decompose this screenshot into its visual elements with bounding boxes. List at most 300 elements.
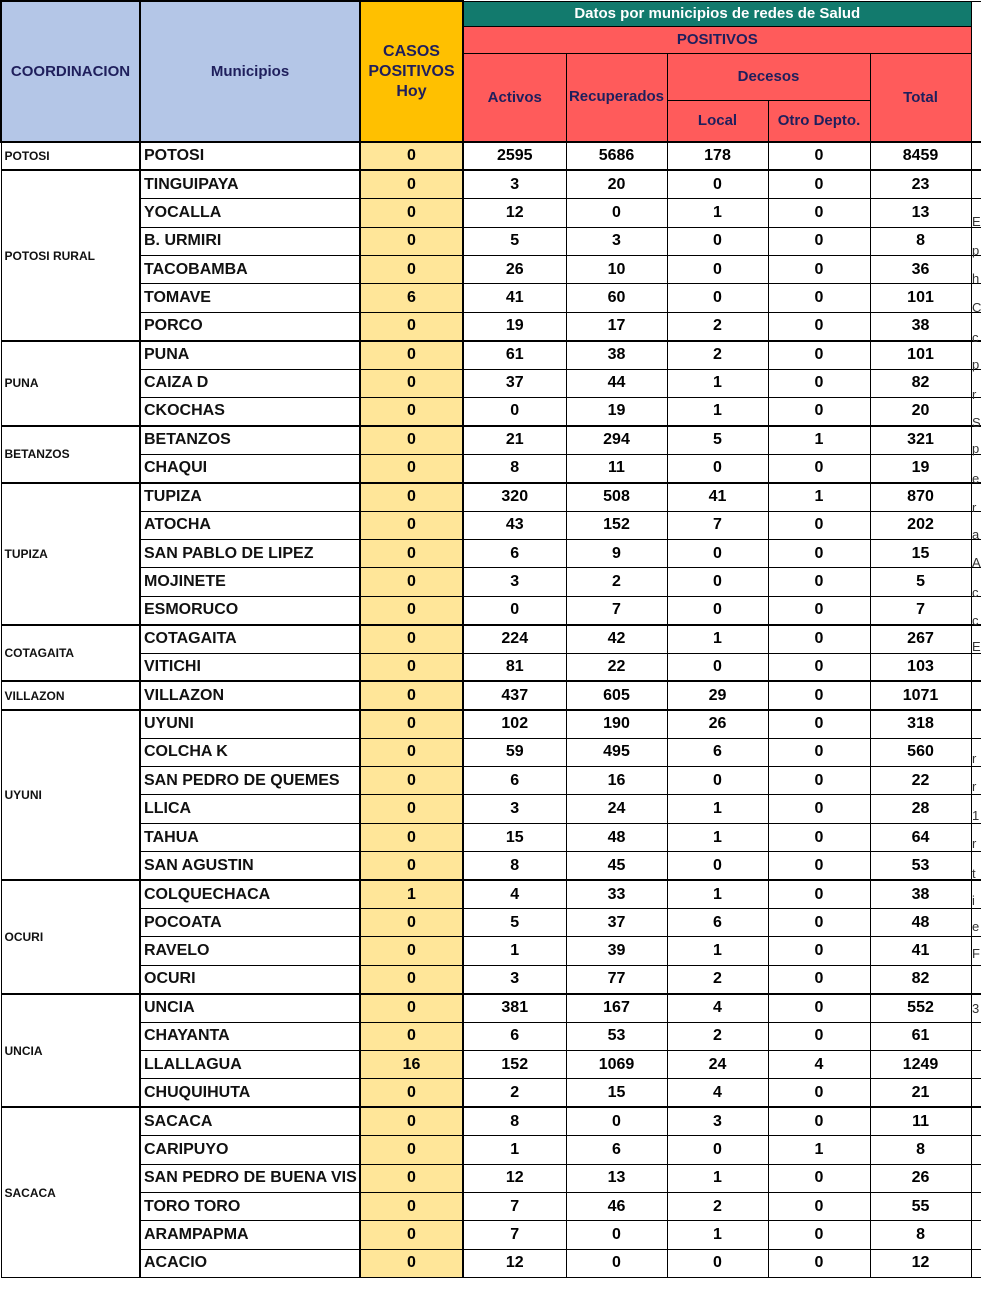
- municipio-cell: TACOBAMBA: [140, 256, 360, 284]
- activos-cell: 6: [463, 1022, 566, 1050]
- decesos-local-cell: 2: [667, 312, 768, 340]
- total-cell: 1071: [870, 681, 971, 709]
- decesos-local-cell: 1: [667, 625, 768, 653]
- municipio-cell: TUPIZA: [140, 483, 360, 511]
- row-edge-cell: [971, 653, 981, 681]
- recuperados-cell: 1069: [566, 1051, 667, 1079]
- decesos-otro-cell: 0: [768, 539, 870, 567]
- side-note-fragment: r: [972, 836, 977, 851]
- decesos-otro-cell: 0: [768, 795, 870, 823]
- casos-hoy-cell: 0: [360, 199, 463, 227]
- municipio-cell: VILLAZON: [140, 681, 360, 709]
- total-cell: 101: [870, 284, 971, 312]
- total-cell: 53: [870, 852, 971, 880]
- decesos-local-cell: 0: [667, 852, 768, 880]
- row-edge-cell: [971, 1051, 981, 1079]
- decesos-otro-cell: 0: [768, 852, 870, 880]
- table-row: [1, 511, 981, 539]
- municipio-cell: CHAQUI: [140, 454, 360, 482]
- municipio-cell: SAN PEDRO DE BUENA VIS: [140, 1164, 360, 1192]
- casos-hoy-cell: 0: [360, 539, 463, 567]
- side-note-fragment: E: [972, 639, 981, 654]
- recuperados-cell: 0: [566, 1221, 667, 1249]
- activos-cell: 3: [463, 795, 566, 823]
- municipio-cell: LLICA: [140, 795, 360, 823]
- table-row: [1, 426, 981, 454]
- table-row: [1, 170, 981, 198]
- recuperados-cell: 22: [566, 653, 667, 681]
- decesos-otro-cell: 4: [768, 1051, 870, 1079]
- recuperados-cell: 37: [566, 909, 667, 937]
- decesos-otro-cell: 0: [768, 937, 870, 965]
- decesos-local-cell: 1: [667, 1164, 768, 1192]
- municipio-cell: BETANZOS: [140, 426, 360, 454]
- casos-hoy-cell: 0: [360, 625, 463, 653]
- municipio-cell: TINGUIPAYA: [140, 170, 360, 198]
- casos-hoy-cell: 0: [360, 994, 463, 1022]
- casos-hoy-cell: 16: [360, 1051, 463, 1079]
- recuperados-cell: 6: [566, 1136, 667, 1164]
- activos-cell: 437: [463, 681, 566, 709]
- table-row: [1, 994, 981, 1022]
- decesos-local-cell: 7: [667, 511, 768, 539]
- header-edge: [971, 1, 981, 142]
- municipio-cell: ATOCHA: [140, 511, 360, 539]
- activos-cell: 102: [463, 710, 566, 738]
- table-row: [1, 398, 981, 426]
- recuperados-cell: 152: [566, 511, 667, 539]
- header-decesos: Decesos: [667, 53, 870, 100]
- decesos-local-cell: 5: [667, 426, 768, 454]
- recuperados-cell: 17: [566, 312, 667, 340]
- side-note-fragment: c: [972, 613, 979, 628]
- decesos-otro-cell: 0: [768, 256, 870, 284]
- decesos-local-cell: 0: [667, 170, 768, 198]
- total-cell: 5: [870, 568, 971, 596]
- recuperados-cell: 42: [566, 625, 667, 653]
- activos-cell: 3: [463, 965, 566, 993]
- casos-hoy-cell: 0: [360, 1079, 463, 1107]
- municipio-cell: TORO TORO: [140, 1192, 360, 1220]
- decesos-otro-cell: 0: [768, 596, 870, 624]
- side-note-fragment: E: [972, 214, 981, 229]
- total-cell: 38: [870, 880, 971, 908]
- table-row: [1, 199, 981, 227]
- casos-hoy-cell: 0: [360, 1164, 463, 1192]
- municipio-cell: TOMAVE: [140, 284, 360, 312]
- decesos-otro-cell: 0: [768, 511, 870, 539]
- row-edge-cell: [971, 710, 981, 738]
- side-note-fragment: r: [972, 387, 977, 402]
- casos-hoy-cell: 0: [360, 1136, 463, 1164]
- table-row: [1, 284, 981, 312]
- decesos-local-cell: 26: [667, 710, 768, 738]
- coordinacion-cell: POTOSI: [1, 142, 140, 170]
- total-cell: 8: [870, 1221, 971, 1249]
- side-note-fragment: r: [972, 779, 977, 794]
- municipio-cell: SAN PEDRO DE QUEMES: [140, 767, 360, 795]
- table-row: [1, 142, 981, 170]
- decesos-local-cell: 0: [667, 284, 768, 312]
- header-activos: Activos: [463, 53, 566, 142]
- decesos-local-cell: 6: [667, 738, 768, 766]
- municipio-cell: YOCALLA: [140, 199, 360, 227]
- activos-cell: 6: [463, 539, 566, 567]
- table-row: [1, 1079, 981, 1107]
- activos-cell: 81: [463, 653, 566, 681]
- decesos-otro-cell: 0: [768, 823, 870, 851]
- total-cell: 202: [870, 511, 971, 539]
- table-row: [1, 625, 981, 653]
- table-row: [1, 653, 981, 681]
- table-row: [1, 681, 981, 709]
- decesos-otro-cell: 1: [768, 1136, 870, 1164]
- recuperados-cell: 0: [566, 1107, 667, 1135]
- recuperados-cell: 495: [566, 738, 667, 766]
- activos-cell: 3: [463, 568, 566, 596]
- municipio-cell: RAVELO: [140, 937, 360, 965]
- municipio-cell: TAHUA: [140, 823, 360, 851]
- table-row: [1, 738, 981, 766]
- total-cell: 560: [870, 738, 971, 766]
- activos-cell: 12: [463, 199, 566, 227]
- activos-cell: 37: [463, 369, 566, 397]
- casos-hoy-cell: 0: [360, 738, 463, 766]
- decesos-local-cell: 0: [667, 454, 768, 482]
- coordinacion-cell: POTOSI RURAL: [1, 170, 140, 340]
- coordinacion-cell: OCURI: [1, 880, 140, 994]
- coordinacion-cell: VILLAZON: [1, 681, 140, 709]
- recuperados-cell: 19: [566, 398, 667, 426]
- casos-hoy-cell: 0: [360, 369, 463, 397]
- row-edge-cell: [971, 1107, 981, 1135]
- casos-hoy-cell: 0: [360, 142, 463, 170]
- activos-cell: 61: [463, 341, 566, 369]
- recuperados-cell: 44: [566, 369, 667, 397]
- table-row: [1, 1051, 981, 1079]
- municipio-cell: POCOATA: [140, 909, 360, 937]
- table-row: [1, 852, 981, 880]
- recuperados-cell: 39: [566, 937, 667, 965]
- decesos-otro-cell: 0: [768, 568, 870, 596]
- decesos-otro-cell: 0: [768, 398, 870, 426]
- total-cell: 28: [870, 795, 971, 823]
- recuperados-cell: 24: [566, 795, 667, 823]
- municipio-cell: PUNA: [140, 341, 360, 369]
- recuperados-cell: 5686: [566, 142, 667, 170]
- municipio-cell: SACACA: [140, 1107, 360, 1135]
- recuperados-cell: 11: [566, 454, 667, 482]
- decesos-otro-cell: 0: [768, 227, 870, 255]
- decesos-otro-cell: 1: [768, 426, 870, 454]
- decesos-local-cell: 29: [667, 681, 768, 709]
- municipio-cell: PORCO: [140, 312, 360, 340]
- casos-hoy-cell: 1: [360, 880, 463, 908]
- decesos-otro-cell: 0: [768, 1192, 870, 1220]
- table-row: [1, 1249, 981, 1277]
- casos-hoy-cell: 0: [360, 483, 463, 511]
- municipio-cell: POTOSI: [140, 142, 360, 170]
- total-cell: 103: [870, 653, 971, 681]
- total-cell: 82: [870, 965, 971, 993]
- total-cell: 7: [870, 596, 971, 624]
- side-note-fragment: a: [972, 527, 980, 542]
- municipio-cell: ESMORUCO: [140, 596, 360, 624]
- decesos-otro-cell: 0: [768, 710, 870, 738]
- decesos-local-cell: 1: [667, 795, 768, 823]
- casos-hoy-cell: 0: [360, 823, 463, 851]
- table-row: [1, 1107, 981, 1135]
- decesos-local-cell: 1: [667, 369, 768, 397]
- decesos-otro-cell: 0: [768, 738, 870, 766]
- decesos-otro-cell: 0: [768, 284, 870, 312]
- activos-cell: 0: [463, 398, 566, 426]
- municipio-cell: COTAGAITA: [140, 625, 360, 653]
- total-cell: 64: [870, 823, 971, 851]
- activos-cell: 2595: [463, 142, 566, 170]
- activos-cell: 1: [463, 1136, 566, 1164]
- total-cell: 82: [870, 369, 971, 397]
- header-municipios: Municipios: [140, 1, 360, 142]
- header-local: Local: [667, 100, 768, 142]
- header-coordinacion: COORDINACION: [1, 1, 140, 142]
- recuperados-cell: 10: [566, 256, 667, 284]
- municipio-cell: CAIZA D: [140, 369, 360, 397]
- casos-hoy-cell: 0: [360, 256, 463, 284]
- row-edge-cell: [971, 1079, 981, 1107]
- side-note-fragment: p: [972, 441, 980, 456]
- table-row: [1, 710, 981, 738]
- decesos-otro-cell: 0: [768, 653, 870, 681]
- header-top-title: Datos por municipios de redes de Salud: [463, 1, 971, 26]
- total-cell: 267: [870, 625, 971, 653]
- side-note-fragment: t: [972, 866, 976, 881]
- casos-hoy-cell: 0: [360, 170, 463, 198]
- total-cell: 19: [870, 454, 971, 482]
- casos-hoy-cell: 0: [360, 1022, 463, 1050]
- activos-cell: 6: [463, 767, 566, 795]
- side-note-fragment: 3: [972, 1001, 980, 1016]
- decesos-otro-cell: 0: [768, 1249, 870, 1277]
- row-edge-cell: [971, 1136, 981, 1164]
- municipio-cell: OCURI: [140, 965, 360, 993]
- casos-hoy-cell: 6: [360, 284, 463, 312]
- decesos-local-cell: 0: [667, 227, 768, 255]
- activos-cell: 4: [463, 880, 566, 908]
- table-row: [1, 341, 981, 369]
- activos-cell: 26: [463, 256, 566, 284]
- table-row: [1, 1221, 981, 1249]
- header-positivos: POSITIVOS: [463, 26, 971, 53]
- recuperados-cell: 0: [566, 1249, 667, 1277]
- recuperados-cell: 605: [566, 681, 667, 709]
- recuperados-cell: 0: [566, 199, 667, 227]
- recuperados-cell: 508: [566, 483, 667, 511]
- activos-cell: 19: [463, 312, 566, 340]
- row-edge-cell: [971, 1249, 981, 1277]
- row-edge-cell: [971, 1022, 981, 1050]
- decesos-otro-cell: 0: [768, 994, 870, 1022]
- row-edge-cell: [971, 681, 981, 709]
- total-cell: 1249: [870, 1051, 971, 1079]
- municipio-cell: CARIPUYO: [140, 1136, 360, 1164]
- total-cell: 21: [870, 1079, 971, 1107]
- casos-hoy-cell: 0: [360, 227, 463, 255]
- recuperados-cell: 3: [566, 227, 667, 255]
- decesos-otro-cell: 0: [768, 142, 870, 170]
- decesos-local-cell: 2: [667, 965, 768, 993]
- activos-cell: 3: [463, 170, 566, 198]
- decesos-local-cell: 1: [667, 823, 768, 851]
- decesos-otro-cell: 0: [768, 1022, 870, 1050]
- casos-hoy-cell: 0: [360, 852, 463, 880]
- decesos-otro-cell: 0: [768, 880, 870, 908]
- decesos-otro-cell: 1: [768, 483, 870, 511]
- casos-hoy-cell: 0: [360, 312, 463, 340]
- casos-hoy-cell: 0: [360, 596, 463, 624]
- casos-hoy-cell: 0: [360, 1249, 463, 1277]
- side-note-fragment: p: [972, 357, 980, 372]
- decesos-otro-cell: 0: [768, 312, 870, 340]
- recuperados-cell: 46: [566, 1192, 667, 1220]
- municipio-cell: VITICHI: [140, 653, 360, 681]
- activos-cell: 7: [463, 1221, 566, 1249]
- decesos-otro-cell: 0: [768, 1079, 870, 1107]
- decesos-local-cell: 1: [667, 880, 768, 908]
- casos-hoy-cell: 0: [360, 909, 463, 937]
- decesos-local-cell: 0: [667, 653, 768, 681]
- municipio-cell: B. URMIRI: [140, 227, 360, 255]
- side-note-fragment: h: [972, 271, 980, 286]
- side-note-fragment: e: [972, 919, 980, 934]
- side-note-fragment: r: [972, 500, 977, 515]
- casos-hoy-cell: 0: [360, 767, 463, 795]
- casos-hoy-cell: 0: [360, 965, 463, 993]
- decesos-local-cell: 1: [667, 398, 768, 426]
- decesos-local-cell: 2: [667, 1192, 768, 1220]
- side-note-fragment: p: [972, 243, 980, 258]
- decesos-local-cell: 24: [667, 1051, 768, 1079]
- table-row: [1, 227, 981, 255]
- recuperados-cell: 45: [566, 852, 667, 880]
- row-edge-cell: [971, 965, 981, 993]
- decesos-otro-cell: 0: [768, 965, 870, 993]
- activos-cell: 1: [463, 937, 566, 965]
- recuperados-cell: 48: [566, 823, 667, 851]
- total-cell: 8: [870, 227, 971, 255]
- table-row: [1, 1136, 981, 1164]
- activos-cell: 12: [463, 1249, 566, 1277]
- municipio-cell: CHUQUIHUTA: [140, 1079, 360, 1107]
- activos-cell: 8: [463, 1107, 566, 1135]
- recuperados-cell: 77: [566, 965, 667, 993]
- decesos-otro-cell: 0: [768, 199, 870, 227]
- decesos-local-cell: 3: [667, 1107, 768, 1135]
- municipio-cell: ACACIO: [140, 1249, 360, 1277]
- municipio-cell: COLQUECHACA: [140, 880, 360, 908]
- table-row: [1, 454, 981, 482]
- activos-cell: 8: [463, 454, 566, 482]
- decesos-otro-cell: 0: [768, 767, 870, 795]
- coordinacion-cell: UYUNI: [1, 710, 140, 880]
- table-row: [1, 965, 981, 993]
- decesos-otro-cell: 0: [768, 1221, 870, 1249]
- activos-cell: 7: [463, 1192, 566, 1220]
- header-total: Total: [870, 53, 971, 142]
- casos-hoy-cell: 0: [360, 681, 463, 709]
- table-row: [1, 596, 981, 624]
- side-note-fragment: i: [972, 893, 975, 908]
- decesos-otro-cell: 0: [768, 454, 870, 482]
- activos-cell: 12: [463, 1164, 566, 1192]
- recuperados-cell: 15: [566, 1079, 667, 1107]
- decesos-otro-cell: 0: [768, 625, 870, 653]
- coordinacion-cell: TUPIZA: [1, 483, 140, 625]
- total-cell: 26: [870, 1164, 971, 1192]
- total-cell: 38: [870, 312, 971, 340]
- table-row: [1, 823, 981, 851]
- table-row: [1, 483, 981, 511]
- municipio-cell: CHAYANTA: [140, 1022, 360, 1050]
- decesos-otro-cell: 0: [768, 369, 870, 397]
- decesos-local-cell: 41: [667, 483, 768, 511]
- casos-hoy-cell: 0: [360, 341, 463, 369]
- table-row: [1, 568, 981, 596]
- casos-hoy-cell: 0: [360, 1221, 463, 1249]
- side-note-fragment: S: [972, 415, 981, 430]
- table-row: [1, 312, 981, 340]
- activos-cell: 8: [463, 852, 566, 880]
- table-row: [1, 909, 981, 937]
- decesos-otro-cell: 0: [768, 681, 870, 709]
- table-row: [1, 795, 981, 823]
- side-note-fragment: C: [972, 300, 981, 315]
- decesos-otro-cell: 0: [768, 909, 870, 937]
- table-row: [1, 1022, 981, 1050]
- decesos-local-cell: 178: [667, 142, 768, 170]
- activos-cell: 381: [463, 994, 566, 1022]
- total-cell: 8: [870, 1136, 971, 1164]
- recuperados-cell: 7: [566, 596, 667, 624]
- municipio-cell: COLCHA K: [140, 738, 360, 766]
- decesos-local-cell: 0: [667, 539, 768, 567]
- casos-hoy-cell: 0: [360, 795, 463, 823]
- header-casos-hoy: CASOS POSITIVOS Hoy: [360, 1, 463, 142]
- total-cell: 552: [870, 994, 971, 1022]
- table-body: [1, 142, 981, 1278]
- activos-cell: 2: [463, 1079, 566, 1107]
- municipio-cell: MOJINETE: [140, 568, 360, 596]
- total-cell: 23: [870, 170, 971, 198]
- side-note-fragment: c: [972, 585, 979, 600]
- activos-cell: 5: [463, 227, 566, 255]
- decesos-local-cell: 1: [667, 199, 768, 227]
- decesos-local-cell: 2: [667, 341, 768, 369]
- casos-hoy-cell: 0: [360, 426, 463, 454]
- recuperados-cell: 38: [566, 341, 667, 369]
- coordinacion-cell: PUNA: [1, 341, 140, 426]
- decesos-otro-cell: 0: [768, 1107, 870, 1135]
- decesos-local-cell: 0: [667, 256, 768, 284]
- recuperados-cell: 33: [566, 880, 667, 908]
- table-row: [1, 937, 981, 965]
- municipio-cell: UNCIA: [140, 994, 360, 1022]
- side-note-fragment: F: [972, 946, 980, 961]
- recuperados-cell: 20: [566, 170, 667, 198]
- municipio-cell: ARAMPAPMA: [140, 1221, 360, 1249]
- municipio-cell: SAN PABLO DE LIPEZ: [140, 539, 360, 567]
- recuperados-cell: 2: [566, 568, 667, 596]
